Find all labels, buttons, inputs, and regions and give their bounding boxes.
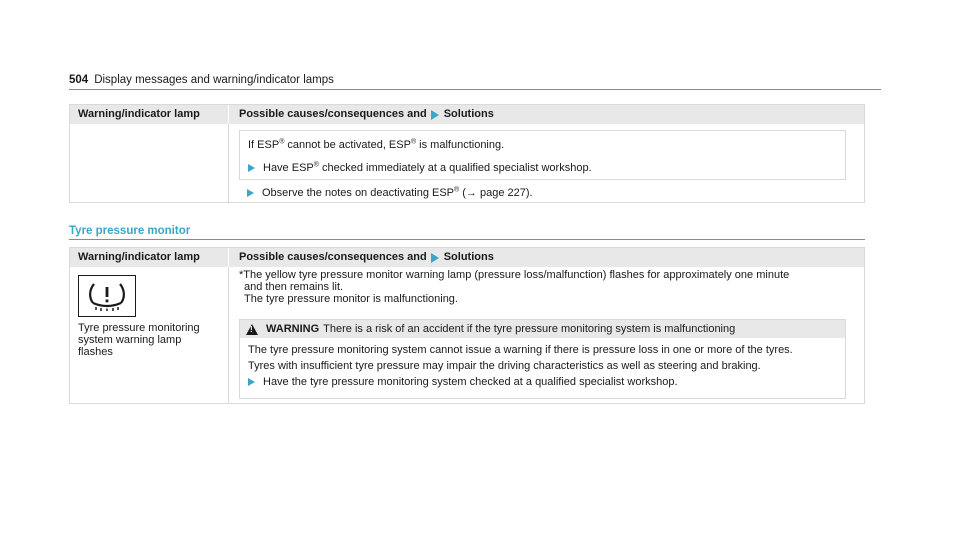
header-solutions	[228, 105, 864, 124]
solution-arrow-icon	[431, 253, 439, 263]
header-solutions-label: Solutions	[443, 108, 494, 120]
warning-label: WARNING	[266, 323, 320, 335]
tyre-pressure-warning-icon	[78, 275, 136, 317]
lamp-label-line2: system warning lamp	[78, 334, 182, 346]
tyre-pressure-table	[69, 247, 865, 404]
header-lamp: Warning/indicator lamp	[78, 251, 200, 263]
cause-text	[239, 269, 789, 305]
header-causes-label: Possible causes/consequences and	[239, 108, 427, 120]
section-title: Tyre pressure monitor	[69, 225, 865, 240]
esp-observe-step: Observe the notes on deactivating ESP® (→ page 227).	[247, 186, 533, 200]
esp-table	[69, 104, 865, 203]
page-title: Display messages and warning/indicator lamps	[94, 74, 334, 86]
step-arrow-icon	[248, 164, 255, 172]
solutions-cell	[228, 267, 864, 403]
step-arrow-icon	[248, 378, 255, 386]
warning-text-2: Tyres with insufficient tyre pressure may impair the driving characteristics as well as steering and braking.	[248, 360, 761, 372]
cause-line1: *The yellow tyre pressure monitor warning lamp (pressure loss/malfunction) flashes for approximately one minute	[239, 269, 790, 281]
warning-header	[240, 320, 845, 338]
header-solutions-label: Solutions	[443, 251, 494, 263]
lamp-cell	[70, 124, 228, 202]
warning-body	[240, 338, 845, 390]
warning-step: Have the tyre pressure monitoring system checked at a qualified specialist workshop.	[248, 374, 837, 390]
warning-title: There is a risk of an accident if the tyre pressure monitoring system is malfunctioning	[323, 323, 736, 335]
esp-info-box	[239, 130, 846, 180]
table-body	[70, 124, 864, 202]
table-header	[70, 105, 864, 124]
lamp-label-line3: flashes	[78, 346, 113, 358]
esp-check-step: Have ESP® checked immediately at a qualified specialist workshop.	[248, 161, 592, 175]
page-header	[69, 73, 881, 90]
table-body	[70, 267, 864, 403]
step-arrow-icon	[247, 189, 254, 197]
table-header	[70, 248, 864, 267]
cause-line3: The tyre pressure monitor is malfunctioning.	[244, 293, 458, 305]
warning-text-1: The tyre pressure monitoring system cannot issue a warning if there is pressure loss in one or more of the tyres.	[248, 344, 793, 356]
header-lamp: Warning/indicator lamp	[78, 108, 200, 120]
warning-triangle-icon	[246, 324, 258, 335]
warning-box	[239, 319, 846, 399]
cause-line2: and then remains lit.	[244, 281, 344, 293]
header-causes-label: Possible causes/consequences and	[239, 251, 427, 263]
page-number: 504	[69, 74, 89, 86]
solutions-cell	[228, 124, 864, 202]
lamp-cell	[70, 267, 228, 403]
solution-arrow-icon	[431, 110, 439, 120]
lamp-label-line1: Tyre pressure monitoring	[78, 322, 200, 334]
header-solutions	[228, 248, 864, 267]
esp-cause-text: If ESP® cannot be activated, ESP® is malfunctioning.	[248, 138, 505, 151]
